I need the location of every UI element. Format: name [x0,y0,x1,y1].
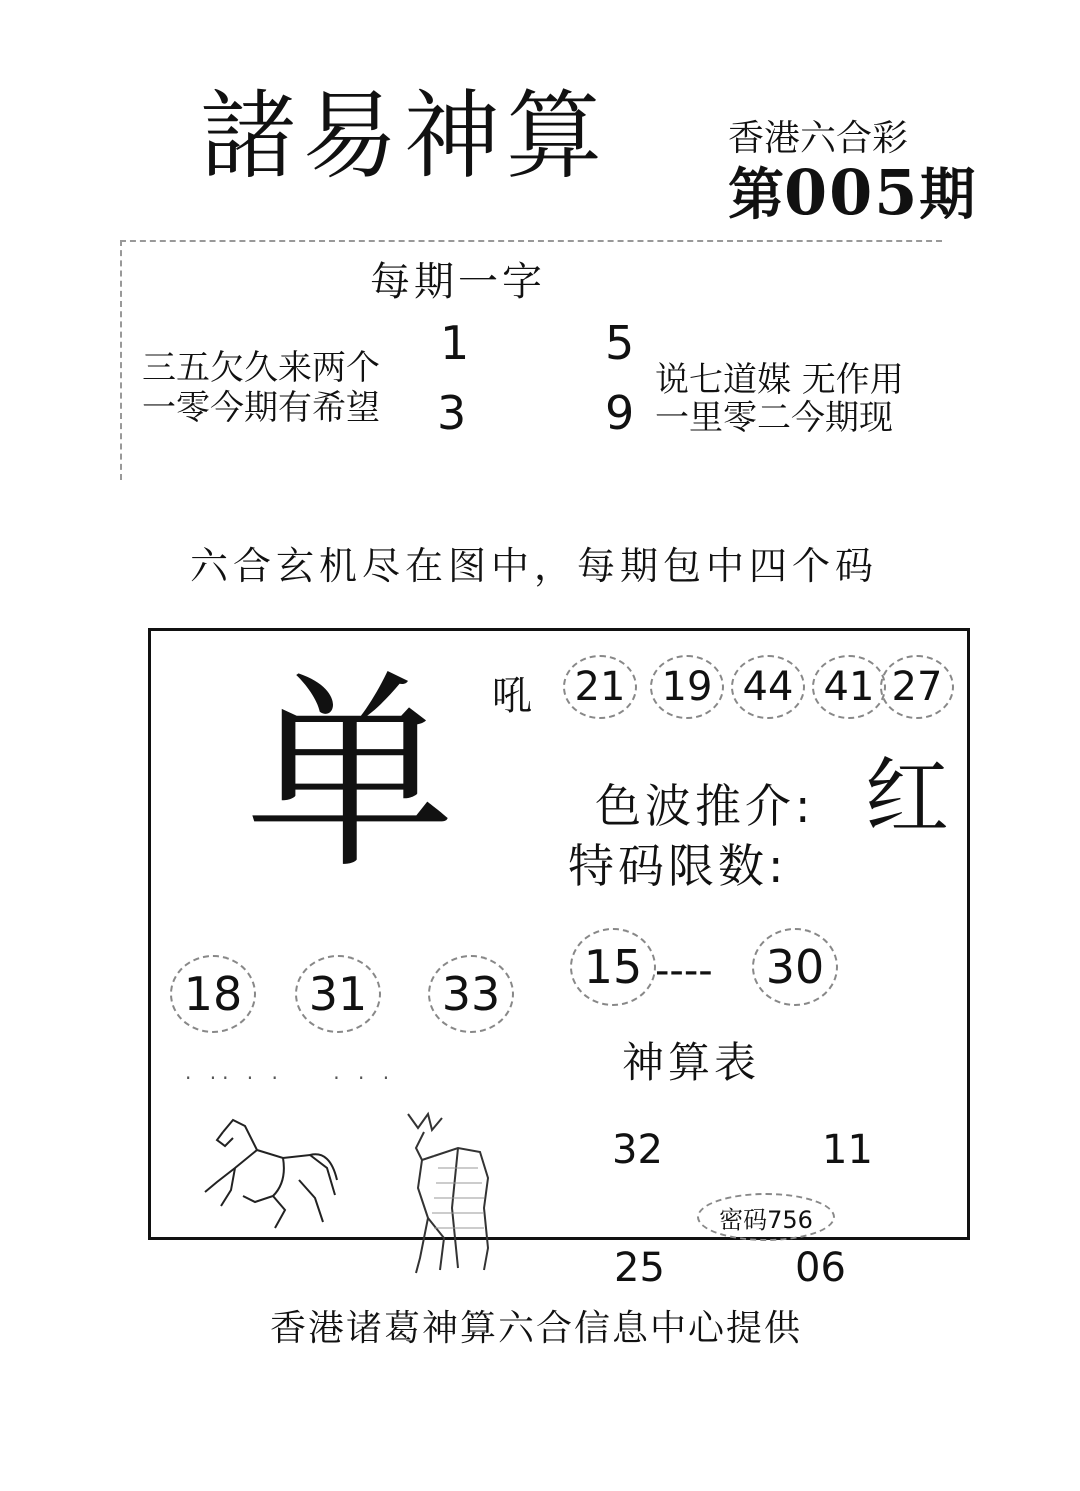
range-separator: ---- [655,948,713,994]
zodiac-number: 44 [731,655,805,719]
issue-prefix: 第 [728,162,784,228]
digit-5: 5 [605,316,635,370]
deer-illustration [388,1108,498,1278]
digit-9: 9 [605,386,635,440]
big-character: 单 [245,652,456,897]
color-value: 红 [865,748,950,846]
issue-suffix: 期 [919,162,976,228]
horse-illustration [195,1110,345,1235]
range-from: 15 [570,928,656,1006]
digit-3: 3 [437,386,467,440]
issue-label [728,156,976,229]
zodiac-number: 27 [880,655,954,719]
table-number: 32 [612,1127,663,1173]
circled-number: 33 [428,955,514,1033]
poem-left-line-1: 三五欠久来两个 [142,348,380,388]
table-label: 神算表 [622,1038,761,1087]
circled-number: 18 [170,955,256,1033]
issue-number: 005 [784,156,920,229]
poem-right-line-1: 说七道媒 无作用 [655,360,904,400]
table-number: 25 [614,1245,665,1291]
range-label: 特码限数: [568,839,788,893]
zodiac-prefix: 吼 [492,673,536,719]
table-number: 11 [822,1127,873,1173]
lottery-label: 香港六合彩 [728,118,909,159]
range-to: 30 [752,928,838,1006]
poem-right-line-2: 一里零二今期现 [655,398,893,438]
footer-credit: 香港诸葛神算六合信息中心提供 [270,1308,803,1349]
daily-word-heading: 每期一字 [370,259,546,305]
table-number: 06 [795,1245,846,1291]
zodiac-number: 19 [650,655,724,719]
digit-1: 1 [440,316,470,370]
page-title: 諸易神算 [200,80,608,192]
color-label: 色波推介: [595,779,815,833]
poem-left-line-2: 一零今期有希望 [142,388,380,428]
zodiac-number: 41 [812,655,886,719]
slogan: 六合玄机尽在图中，每期包中四个码 [190,544,879,588]
circled-number: 31 [295,955,381,1033]
password-badge: 密码756 [697,1193,835,1241]
zodiac-number: 21 [563,655,637,719]
dotted-line: . .. . . . . . [185,1060,396,1084]
